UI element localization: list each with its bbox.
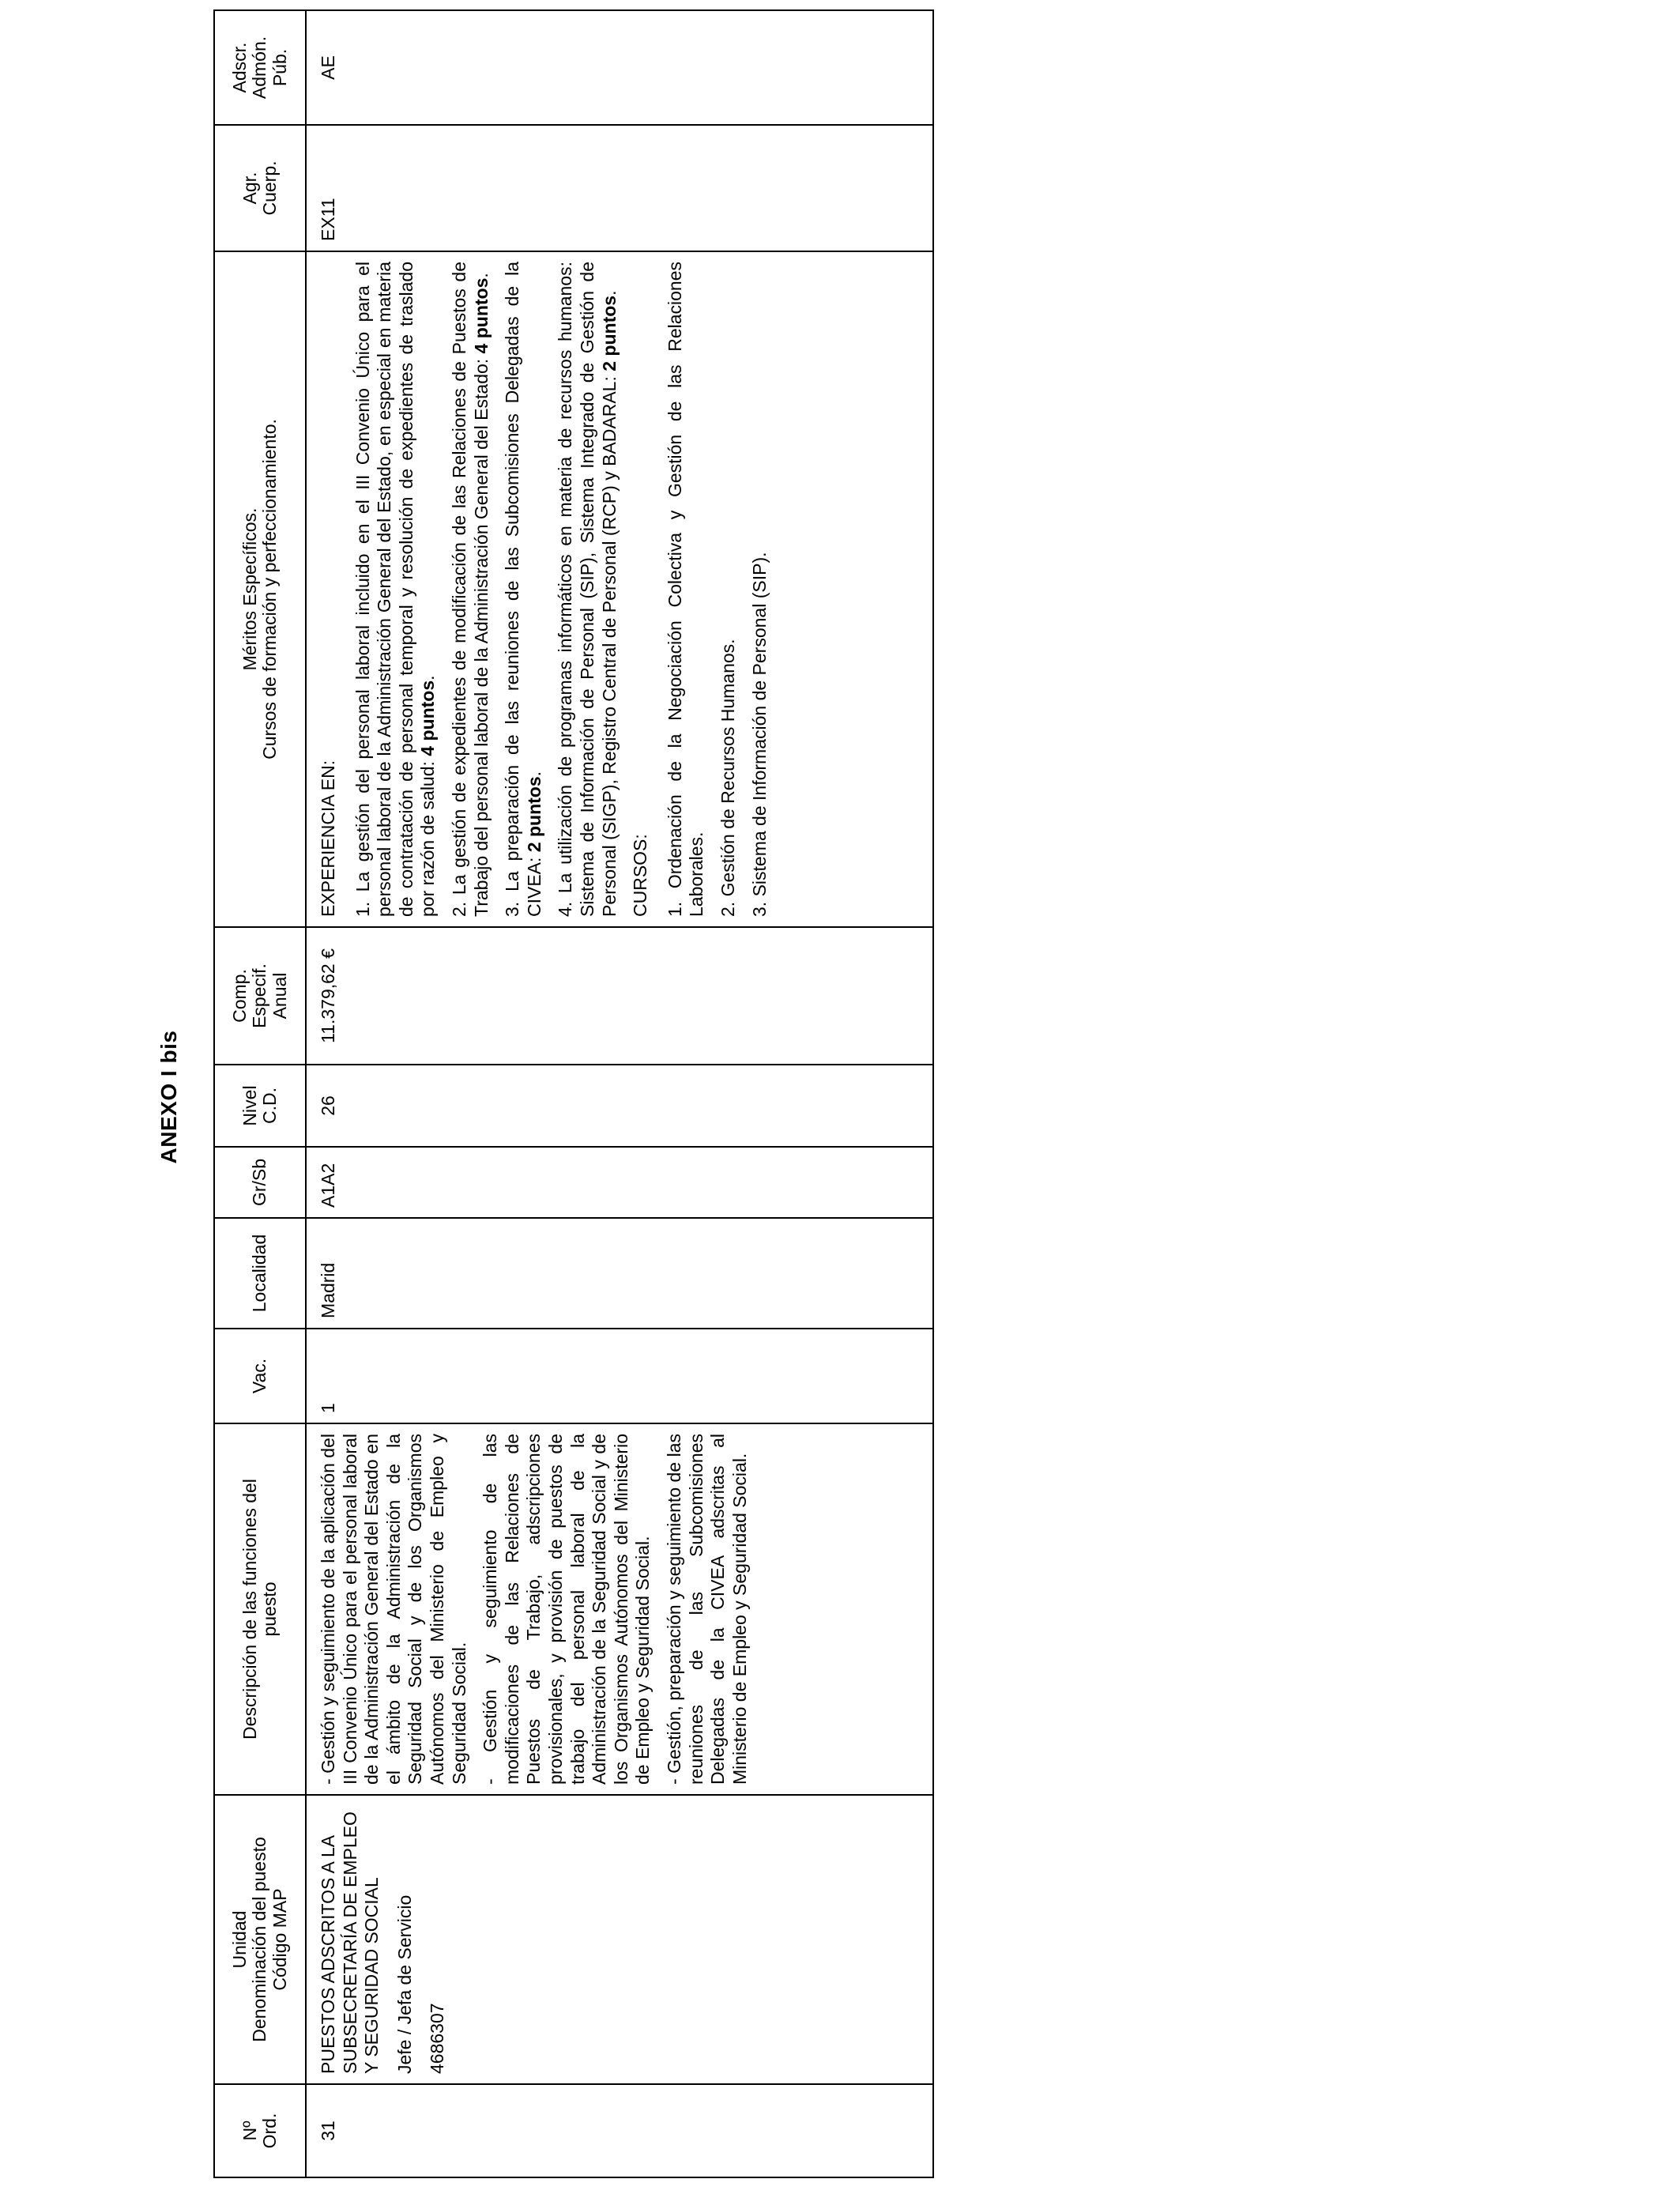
curso-item: 3. Sistema de Información de Personal (SIP).	[748, 552, 770, 917]
annex-title: ANEXO I bis	[156, 1030, 181, 1164]
header-nivel: Nivel C.D.	[214, 1065, 306, 1147]
points-label: 4 puntos	[417, 680, 439, 756]
table-row	[306, 10, 933, 2177]
header-num: Nº Ord.	[214, 2084, 306, 2177]
header-localidad: Localidad	[214, 1218, 306, 1329]
experiencia-item: 1. La gestión del personal laboral incluido en el III Convenio Único para el personal laboral de la Administración General del Estado, en especial en materia de contratación de personal temporal y resolución de expedientes de traslado por razón de salud: 4 puntos.	[352, 262, 439, 917]
cell-agr: EX11	[306, 125, 933, 251]
header-comp: Comp. Especif. Anual	[214, 927, 306, 1065]
cursos-heading: CURSOS:	[630, 834, 651, 917]
curso-item: 2. Gestión de Recursos Humanos.	[717, 639, 738, 917]
header-meritos: Méritos Específicos. Cursos de formación y perfeccionamiento.	[214, 251, 306, 927]
header-vac: Vac.	[214, 1329, 306, 1423]
codigo-map: 4686307	[427, 2003, 448, 2074]
points-label: 2 puntos	[598, 295, 620, 371]
cell-meritos	[306, 251, 933, 927]
unidad-name: PUESTOS ADSCRITOS A LA SUBSECRETARÍA DE EMPLEO Y SEGURIDAD SOCIAL	[318, 1811, 382, 2074]
experiencia-heading: EXPERIENCIA EN:	[318, 760, 338, 917]
cell-unidad	[306, 1795, 933, 2084]
funcion-item: - Gestión y seguimiento de la aplicación del III Convenio Único para el personal laboral de la Administración General del Estado en el ámbito de la Administración de la Seguridad Social y de los Organismos Autónomos del Ministerio de Empleo y Seguridad Social.	[318, 1434, 469, 1785]
puesto-name: Jefe / Jefa de Servicio	[394, 1894, 415, 2074]
curso-item: 1. Ordenación de la Negociación Colectiva y Gestión de las Relaciones Laborales.	[664, 262, 707, 917]
cell-num: 31	[306, 2084, 933, 2177]
header-agr: Agr. Cuerp.	[214, 125, 306, 251]
header-descripcion: Descripción de las funciones del puesto	[214, 1423, 306, 1795]
experiencia-item: 3. La preparación de las reuniones de las Subcomisiones Delegadas de la CIVEA: 2 puntos.	[502, 262, 544, 917]
header-adscr: Adscr. Admón. Púb.	[214, 10, 306, 125]
header-grsb: Gr/Sb	[214, 1147, 306, 1218]
cell-vac: 1	[306, 1329, 933, 1423]
cell-funciones	[306, 1423, 933, 1795]
header-unidad: Unidad Denominación del puesto Código MAP	[214, 1795, 306, 2084]
experiencia-item: 2. La gestión de expedientes de modificación de las Relaciones de Puestos de Trabajo del personal laboral de la Administración General del Estado: 4 puntos.	[448, 262, 492, 917]
cell-localidad: Madrid	[306, 1218, 933, 1329]
cell-nivel: 26	[306, 1065, 933, 1147]
cell-comp: 11.379,62 €	[306, 927, 933, 1065]
points-label: 2 puntos	[523, 776, 544, 853]
cell-grsb: A1A2	[306, 1147, 933, 1218]
vacancy-table	[213, 9, 934, 2178]
experiencia-item: 4. La utilización de programas informáticos en materia de recursos humanos: Sistema de Información de Personal (SIP), Sistema Integrado de Gestión de Personal (SIGP), Registro Central de Personal (RCP) y BADARAL: 2 puntos.	[555, 262, 620, 917]
points-label: 4 puntos	[470, 277, 492, 354]
funcion-item: - Gestión, preparación y seguimiento de las reuniones de las Subcomisiones Delegadas de la CIVEA adscritas al Ministerio de Empleo y Seguridad Social.	[663, 1434, 750, 1785]
cell-adscr: AE	[306, 10, 933, 125]
header-row	[214, 10, 306, 2177]
funcion-item: - Gestión y seguimiento de las modificaciones de las Relaciones de Puestos de Trabajo, adscripciones provisionales, y provisión de puestos de trabajo del personal laboral de la Administración de la Seguridad Social y de los Organismos Autónomos del Ministerio de Empleo y Seguridad Social.	[480, 1434, 654, 1785]
